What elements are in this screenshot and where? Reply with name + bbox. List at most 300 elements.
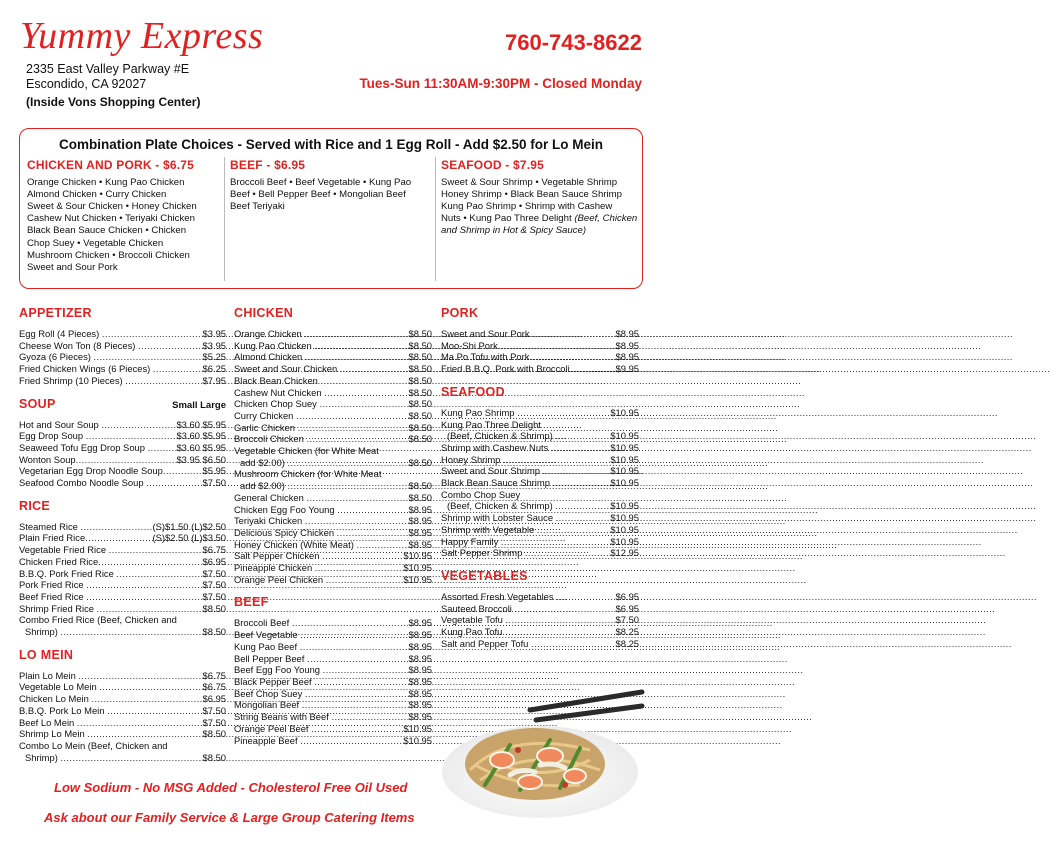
menu-item-price: $3.60 $5.95 (176, 441, 226, 453)
dot-leader (314, 340, 407, 352)
menu-item-name: Black Bean Chicken (234, 374, 321, 386)
dot-leader (304, 328, 407, 340)
menu-item-name: Wonton Soup (19, 453, 76, 465)
menu-item (234, 539, 432, 551)
menu-item (19, 430, 226, 442)
menu-item-price: $9.95 (615, 363, 639, 375)
dot-leader (116, 568, 201, 580)
dot-leader (340, 363, 408, 375)
menu-item (234, 433, 432, 445)
dot-leader (107, 705, 201, 717)
section-title-text: CHICKEN (234, 306, 294, 320)
menu-item (19, 454, 226, 466)
menu-item-name: Chicken Fried Rice (19, 555, 99, 567)
dot-leader (555, 500, 609, 512)
dot-leader (302, 699, 408, 711)
menu-item-price: $8.95 (615, 328, 639, 339)
dot-leader (101, 419, 175, 431)
dot-leader (551, 442, 609, 454)
menu-item (234, 457, 432, 469)
menu-item-name: Plain Fried Rice (19, 532, 86, 544)
menu-item-name: Kung Pao Shrimp (441, 406, 518, 418)
dot-leader (337, 527, 408, 539)
menu-item-name: Sweet and Sour Pork (441, 328, 533, 339)
menu-item (19, 419, 226, 431)
menu-item (234, 351, 432, 363)
dot-leader (86, 430, 176, 442)
menu-item (19, 375, 226, 387)
menu-section (441, 385, 639, 559)
menu-item-name: Gyoza (6 Pieces) (19, 351, 94, 363)
menu-item-price: $6.95 (615, 602, 639, 614)
dot-leader (553, 477, 610, 489)
dot-leader (311, 723, 402, 735)
menu-item-price: $8.50 (408, 433, 432, 445)
section-title-text: VEGETABLES (441, 568, 528, 583)
menu-item (19, 521, 226, 533)
menu-item-price: $8.95 (408, 675, 432, 687)
phone-number: 760-743-8622 (504, 30, 642, 55)
menu-item-price: $8.95 (408, 699, 432, 711)
menu-item-name: Beef Fried Rice (19, 590, 87, 602)
menu-item-name: Mushroom Chicken (for White Meat (234, 468, 382, 480)
menu-item (234, 653, 432, 665)
stir-fry-plate-icon (442, 692, 642, 818)
section-title (441, 306, 639, 320)
dot-leader (153, 363, 202, 375)
menu-item-price: $7.95 (202, 374, 226, 386)
dot-leader (505, 626, 615, 638)
menu-item-name: General Chicken (234, 491, 307, 503)
menu-item-name: B.B.Q. Pork Lo Mein (19, 704, 108, 716)
menu-section (19, 397, 226, 489)
menu-item-name: Shrimp with Cashew Nuts (441, 441, 551, 453)
menu-item-name: Salt and Pepper Tofu (441, 637, 531, 649)
menu-item-name: Shrimp with Lobster Sauce (441, 512, 556, 524)
dot-leader (163, 465, 202, 477)
menu-item (441, 512, 639, 524)
menu-item-name: Egg Roll (4 Pieces) (19, 328, 102, 339)
dot-leader (76, 454, 176, 466)
menu-item-name: Cashew Nut Chicken (234, 386, 325, 398)
menu-item (441, 547, 639, 559)
menu-item (234, 629, 432, 641)
menu-item-name: Fried Chicken Wings (6 Pieces) (19, 363, 153, 375)
menu-item-name: Chicken Lo Mein (19, 693, 92, 705)
menu-item-name: Pork Fried Rice (19, 579, 87, 591)
menu-item (234, 515, 432, 527)
dot-leader (292, 617, 408, 629)
menu-item (234, 480, 432, 492)
menu-item-price: (S)$2.50 (L)$3.50 (152, 532, 226, 544)
combo-column-text: Orange Chicken • Kung Pao Chicken Almond Chicken • Curry Chicken Sweet & Sour Chicken • Honey Chicken Cashew Nut Chicken • Teriyaki Chicken Black Bean Sauce Chicken • Chicken Chop Suey • Vegetable Chicken Mushroom Chicken • Broccoli Chicken Sweet and Sour Pork (27, 177, 197, 273)
menu-item-price: $8.50 (408, 386, 432, 398)
dot-leader (315, 562, 403, 574)
menu-item (234, 723, 432, 735)
menu-item-price: $8.50 (408, 398, 432, 410)
menu-item (234, 735, 432, 747)
menu-item-price: $7.50 (202, 579, 226, 591)
menu-item-name: Cheese Won Ton (8 Pieces) (19, 339, 138, 351)
menu-item-price: $8.25 (615, 637, 639, 649)
combo-column-text: Broccoli Beef • Beef Vegetable • Kung Pao Beef • Bell Pepper Beef • Mongolian Beef Beef Teriyaki (230, 177, 412, 213)
menu-item-name: Broccoli Beef (234, 617, 292, 629)
menu-item-name: add $2.00) (240, 456, 288, 468)
menu-item (234, 676, 432, 688)
menu-item (19, 752, 226, 764)
menu-section (234, 306, 432, 585)
menu-item-name: Garlic Chicken (234, 421, 298, 433)
menu-item-price: $8.95 (408, 617, 432, 629)
menu-item-name: Black Pepper Beef (234, 675, 315, 687)
dot-leader (525, 547, 609, 559)
menu-item (234, 398, 432, 410)
dot-leader (322, 550, 402, 562)
menu-item-name: Kung Pao Tofu (441, 626, 505, 638)
menu-item (234, 617, 432, 629)
combo-seafood (441, 159, 641, 238)
dot-leader (505, 614, 614, 626)
menu-item-name: Bell Pepper Beef (234, 652, 307, 664)
menu-item (19, 568, 226, 580)
menu-item-price: $5.95 (202, 465, 226, 477)
menu-item-price: $3.95 (202, 339, 226, 351)
combo-column-title: CHICKEN AND PORK - $6.75 (27, 158, 195, 172)
dot-leader (81, 521, 152, 533)
menu-item (234, 410, 432, 422)
address-block (26, 62, 200, 110)
menu-item-name: Kung Pao Three Delight (441, 418, 541, 430)
dot-leader (86, 591, 201, 603)
menu-item-name: Happy Family (441, 535, 501, 547)
menu-item-price: $10.95 (610, 512, 639, 524)
dot-leader (296, 410, 408, 422)
dot-leader (501, 536, 609, 548)
dot-leader (306, 433, 407, 445)
dot-leader (87, 728, 201, 740)
menu-item-price: $10.95 (403, 562, 432, 574)
menu-column-right (441, 306, 639, 659)
dot-leader (331, 711, 407, 723)
menu-item (19, 442, 226, 454)
menu-item (234, 328, 432, 340)
menu-item-price: $3.95 (202, 328, 226, 339)
menu-item (234, 562, 432, 574)
dot-leader (125, 375, 201, 387)
menu-section (234, 595, 432, 746)
dot-leader (300, 641, 408, 653)
menu-item (234, 340, 432, 352)
menu-item-name: Shrimp) (25, 751, 61, 763)
combo-column-title: SEAFOOD - $7.95 (441, 158, 545, 172)
section-title-text: SOUP (19, 396, 56, 411)
dot-leader (138, 340, 202, 352)
dot-leader (305, 351, 408, 363)
section-title-text: RICE (19, 498, 51, 513)
menu-item-price: $6.95 (615, 590, 639, 602)
menu-item-name: Ma Po Tofu with Pork (441, 351, 533, 363)
menu-item-name: Kung Pao Beef (234, 640, 300, 652)
dot-leader (306, 492, 407, 504)
menu-item-price: $8.50 (408, 339, 432, 351)
menu-item (441, 536, 639, 548)
dot-leader (537, 524, 609, 536)
menu-item-price: $10.95 (610, 465, 639, 477)
combo-chicken-pork (27, 159, 227, 274)
address-line-3: (Inside Vons Shopping Center) (26, 95, 201, 109)
menu-item (234, 550, 432, 562)
menu-item-price: $8.95 (408, 503, 432, 515)
menu-item (234, 527, 432, 539)
dot-leader (60, 626, 201, 638)
menu-item-price: $8.50 (408, 363, 432, 375)
menu-item (234, 387, 432, 399)
dot-leader (60, 752, 201, 764)
menu-item-price: $8.50 (202, 626, 226, 638)
menu-item-price: $8.50 (408, 328, 432, 339)
menu-item-name: Assorted Fresh Vegetables (441, 590, 557, 602)
combo-column-title: BEEF - $6.95 (230, 158, 306, 172)
section-title-text: PORK (441, 306, 479, 320)
menu-item-name: Salt Pepper Chicken (234, 550, 323, 562)
dot-leader (300, 629, 407, 641)
menu-item (19, 328, 226, 340)
dot-leader (287, 480, 407, 492)
menu-item-price: (S)$1.50 (L)$2.50 (152, 520, 226, 532)
menu-item-name: Delicious Spicy Chicken (234, 526, 337, 538)
menu-item-name: Chicken Chop Suey (234, 398, 320, 410)
dot-leader (98, 556, 201, 568)
menu-item-price: $6.95 (202, 693, 226, 705)
menu-item-name: Vegetarian Egg Drop Noodle Soup (19, 465, 163, 477)
menu-item (441, 638, 639, 650)
menu-item (234, 492, 432, 504)
menu-item-name: Mongolian Beef (234, 699, 302, 711)
dot-leader (94, 351, 202, 363)
menu-item-name: Broccoli Chicken (234, 433, 307, 445)
menu-item-name: Chicken Egg Foo Young (234, 503, 338, 515)
address-line-1: 2335 East Valley Parkway #E (26, 62, 190, 76)
menu-item (234, 699, 432, 711)
menu-item-price: $8.50 (408, 374, 432, 386)
menu-item-name: Egg Drop Soup (19, 430, 86, 442)
combo-divider (224, 157, 225, 281)
menu-item-name: Steamed Rice (19, 520, 81, 532)
menu-item-name: Orange Peel Chicken (234, 573, 326, 585)
footer-catering-note: Ask about our Family Service & Large Group Catering Items (44, 810, 415, 825)
section-title (19, 306, 226, 320)
dot-leader (300, 735, 402, 747)
menu-item (234, 375, 432, 387)
menu-item-name: Beef Lo Mein (19, 716, 77, 728)
menu-item-price: $8.50 (408, 491, 432, 503)
menu-section (19, 648, 226, 764)
menu-item-price: $6.75 (202, 544, 226, 556)
menu-item-price: $10.95 (403, 550, 432, 562)
section-title-text: BEEF (234, 595, 269, 610)
section-title (441, 385, 639, 399)
food-photo (440, 690, 642, 822)
dot-leader (356, 539, 407, 551)
menu-item (19, 603, 226, 615)
menu-item-price: $3.95 $6.50 (176, 453, 226, 465)
dot-leader (99, 681, 201, 693)
menu-item-price: $8.50 (202, 602, 226, 614)
dot-leader (77, 717, 202, 729)
dot-leader (570, 363, 615, 375)
menu-item-price: $8.95 (408, 526, 432, 538)
dot-leader (323, 664, 408, 676)
menu-item-price: $8.50 (408, 480, 432, 492)
menu-item (19, 477, 226, 489)
menu-item-price: $8.95 (408, 515, 432, 527)
combo-column-text: Sweet & Sour Shrimp • Vegetable Shrimp Honey Shrimp • Black Bean Sauce Shrimp Kung Pao Shrimp • Shrimp with Cashew Nuts • Kung Pao Three Delight (441, 177, 622, 225)
dot-leader (148, 442, 176, 454)
dot-leader (86, 579, 201, 591)
combination-plate-box (19, 128, 643, 289)
menu-item (19, 465, 226, 477)
menu-item (19, 740, 226, 752)
menu-item (19, 532, 226, 544)
menu-item (441, 626, 639, 638)
menu-item-price: $12.95 (610, 547, 639, 559)
menu-item-price: $6.75 (202, 681, 226, 693)
menu-item-name: Black Bean Sauce Shrimp (441, 477, 553, 489)
dot-leader (319, 398, 407, 410)
menu-item (441, 500, 639, 512)
menu-item-price: $8.50 (408, 409, 432, 421)
restaurant-title: Yummy Express (20, 15, 264, 57)
menu-item-price: $3.60 $5.95 (176, 418, 226, 430)
menu-item-price: $8.95 (408, 538, 432, 550)
menu-item (19, 681, 226, 693)
dot-leader (556, 591, 614, 603)
menu-item-name: Vegetable Tofu (441, 614, 506, 626)
menu-item-name: (Beef, Chicken & Shrimp) (447, 430, 556, 442)
dot-leader (109, 544, 202, 556)
menu-item (441, 340, 639, 352)
menu-item-price: $8.95 (615, 351, 639, 363)
address-line-2: Escondido, CA 92027 (26, 77, 147, 91)
menu-item (19, 591, 226, 603)
dot-leader (503, 454, 609, 466)
menu-item-price: $10.95 (610, 453, 639, 465)
menu-item (441, 603, 639, 615)
dot-leader (321, 375, 408, 387)
menu-item (441, 465, 639, 477)
menu-item-price: $10.95 (610, 535, 639, 547)
menu-item-name: Honey Chicken (White Meat) (234, 538, 357, 550)
menu-item-name: Combo Lo Mein (Beef, Chicken and (19, 739, 168, 751)
menu-item-price: $8.95 (408, 652, 432, 664)
dot-leader (500, 340, 614, 352)
menu-item (234, 363, 432, 375)
section-title-text: LO MEIN (19, 647, 74, 662)
menu-item-price: $7.50 (615, 614, 639, 626)
menu-item-price: $10.95 (610, 477, 639, 489)
menu-item (234, 445, 432, 457)
menu-item (441, 454, 639, 466)
menu-item-name: Beef Vegetable (234, 629, 301, 641)
section-title (234, 306, 432, 320)
menu-item-name: Pineapple Beef (234, 734, 301, 746)
menu-item-name: Sauteed Broccoli (441, 602, 515, 614)
menu-item-name: Sweet and Sour Chicken (234, 363, 340, 375)
menu-item (19, 579, 226, 591)
combo-beef (230, 159, 435, 213)
menu-item (19, 363, 226, 375)
menu-item-name: Beef Chop Suey (234, 687, 305, 699)
dot-leader (517, 407, 609, 419)
menu-item-name: Vegetable Fried Rice (19, 544, 109, 556)
business-hours: Tues-Sun 11:30AM-9:30PM - Closed Monday (359, 76, 642, 91)
menu-section (19, 499, 226, 638)
menu-item-price: $8.95 (408, 640, 432, 652)
menu-item (441, 351, 639, 363)
menu-item-name: Teriyaki Chicken (234, 515, 305, 527)
menu-item-name: Moo-Shi Pork (441, 339, 501, 351)
menu-item-price: $7.50 (202, 716, 226, 728)
menu-item-price: $8.95 (408, 687, 432, 699)
menu-item-name: Pineapple Chicken (234, 562, 315, 574)
dot-leader (531, 638, 615, 650)
menu-section (19, 306, 226, 387)
menu-item (441, 407, 639, 419)
menu-item-price: $7.50 (202, 567, 226, 579)
menu-item-name: Shrimp Lo Mein (19, 728, 88, 740)
menu-column-middle (234, 306, 432, 756)
dot-leader (85, 532, 151, 544)
combo-seafood-note: (Beef, Chicken and Shrimp in Hot & Spicy Sauce) (441, 213, 638, 237)
dot-leader (102, 328, 202, 340)
menu-item (441, 430, 639, 442)
menu-item-price: $8.50 (408, 421, 432, 433)
menu-item-name: Fried B.B.Q. Pork with Broccoli (441, 363, 570, 375)
menu-item (19, 693, 226, 705)
menu-item-name: Combo Chop Suey (441, 488, 521, 500)
footer-health-note: Low Sodium - No MSG Added - Cholesterol Free Oil Used (54, 780, 408, 795)
menu-item-name: Almond Chicken (234, 351, 305, 363)
dot-leader (305, 688, 408, 700)
menu-item (234, 641, 432, 653)
menu-item-price: $6.25 (202, 363, 226, 375)
menu-item-name: Shrimp) (25, 626, 61, 638)
section-title-text: APPETIZER (19, 306, 92, 320)
menu-item (234, 422, 432, 434)
menu-item-price: $8.50 (202, 751, 226, 763)
menu-item (234, 688, 432, 700)
dot-leader (314, 676, 407, 688)
menu-item-name: (Beef, Chicken & Shrimp) (447, 500, 556, 512)
menu-item (19, 705, 226, 717)
menu-item-price: $5.25 (202, 351, 226, 363)
menu-item-price: $10.95 (610, 500, 639, 512)
menu-item-name: Salt Pepper Shrimp (441, 547, 525, 559)
menu-item-name: String Beans with Beef (234, 711, 332, 723)
menu-column-left (19, 306, 226, 773)
dot-leader (543, 465, 610, 477)
menu-item-price: $10.95 (403, 722, 432, 734)
menu-item-name: Curry Chicken (234, 409, 296, 421)
dot-leader (326, 574, 403, 586)
menu-item-price: $10.95 (610, 523, 639, 535)
menu-item-price: $10.95 (403, 573, 432, 585)
menu-item-name: Beef Egg Foo Young (234, 664, 323, 676)
section-title (234, 595, 432, 609)
menu-item-name: Shrimp Fried Rice (19, 602, 97, 614)
menu-item-name: Vegetable Chicken (for White Meat (234, 445, 379, 457)
menu-item-price: $7.50 (202, 590, 226, 602)
